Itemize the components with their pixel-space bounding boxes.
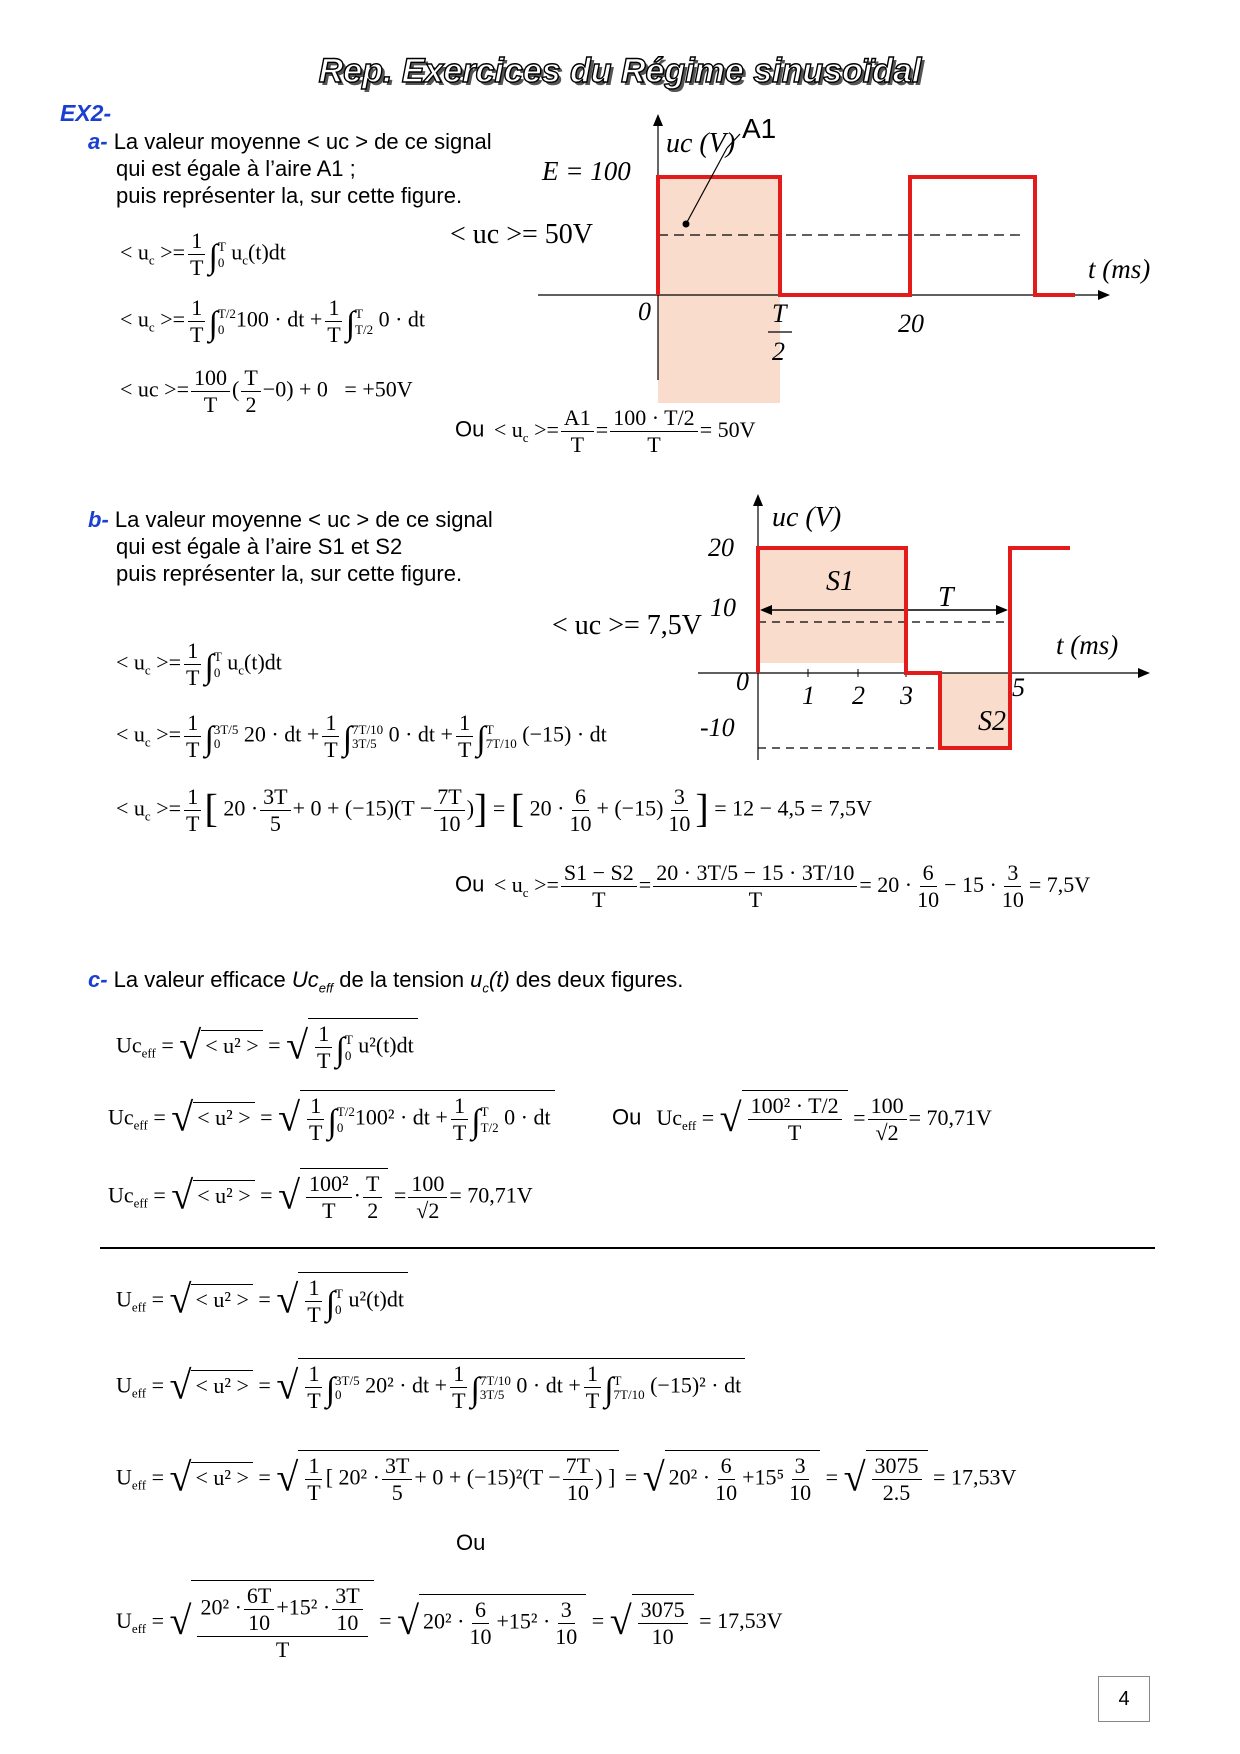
fig2-mean-label: < uc >= 7,5V xyxy=(552,610,703,641)
figure-1 xyxy=(450,110,1180,400)
fig2-y0: 0 xyxy=(736,667,749,696)
part-a-eq3: < uc >= $\frac{100}{T}$ ( $\frac{T}{2}$ −0) + 0 = +50V xyxy=(120,365,413,417)
fig1-mean-label: < uc >= 50V xyxy=(450,219,594,250)
part-b-eq2: < $u_c$ >= $\frac{1}{T}$ ∫ 3T/5 0 20 · dt + $\frac{1}{T}$ ∫ 7T/10 3T/5 0 · dt + $\frac{1}{T}$ ∫ T 7T/10 (−15) · dt xyxy=(116,710,607,762)
part-a-eq1: < $u_c$ >= $\frac{1}{T}$ ∫ T 0 $u_c(t)dt$ xyxy=(120,228,286,280)
x-arrow-icon xyxy=(1138,668,1150,678)
fig2-y20: 20 xyxy=(708,533,734,562)
fig1-tick-0: 0 xyxy=(638,297,651,326)
y-arrow-icon xyxy=(753,494,763,506)
part-a-text: a- La valeur moyenne < uc > de ce signal qui est égale à l’aire A1 ; puis représenter la, sur cette figure. xyxy=(88,129,492,208)
y-arrow-icon xyxy=(653,114,663,126)
part-c-label: c- xyxy=(88,967,108,992)
part-d-ou: Ou xyxy=(456,1530,486,1555)
fig2-s1: S1 xyxy=(826,566,854,597)
fig1-e-label: E = 100 xyxy=(542,156,631,186)
part-c-eq3: $Uc_{eff}$ = √ < u² > = √ $\frac{\text{100²}}{T}$ · $\frac{T}{2}$ = $\frac{100}{√2}$ = 70,71V xyxy=(108,1168,533,1224)
fig1-tick-20: 20 xyxy=(898,309,924,338)
fig2-ylabel: uc (V) xyxy=(772,502,842,533)
fig2-y10: 10 xyxy=(710,593,736,622)
fig2-ym10: -10 xyxy=(700,713,735,742)
divider xyxy=(100,1247,1155,1249)
part-c-text: c- La valeur efficace $Uc_{eff}$ de la tension $u_c(t)$ des deux figures. xyxy=(88,967,684,996)
fig2-x3: 3 xyxy=(900,681,913,710)
area-a1 xyxy=(658,177,780,403)
part-b-ou: $Ou < u_c$ >= $\frac{S1 - S2}{T}$ = $\frac{20 \cdot 3T/5 - 15 \cdot 3T/10}{T}$ = 20 · $\frac{6}{10}$ − 15 · $\frac{3}{10}$ = 7,5V xyxy=(455,860,1091,912)
part-c-ou: Ou $Uc_{eff}$ = √ $\frac{\text{100² · T/2}}{T}$ = $\frac{100}{√2}$ = 70,71V xyxy=(612,1090,992,1146)
fig2-t: T xyxy=(938,582,954,613)
page-number: 4 xyxy=(1098,1676,1150,1722)
exercise-label: EX2- xyxy=(60,100,112,126)
part-d-eq4: $U_{eff}$ = √ 20² · $\frac{6T}{10}$ +15² · $\frac{3T}{10}$ T = √ 20² · $\frac{6}{10}$ +15² · $\frac{3}{10}$ = √ $\frac{3075}{10}$ = 17,53V xyxy=(116,1580,782,1663)
part-b-eq1: < $u_c$ >= $\frac{1}{T}$ ∫ T 0 $u_c(t)dt$ xyxy=(116,638,282,690)
x-arrow-icon xyxy=(1098,290,1110,300)
part-b-text: b- La valeur moyenne < uc > de ce signal qui est égale à l’aire S1 et S2 puis représenter la, sur cette figure. xyxy=(88,507,493,586)
fig1-ylabel: uc (V) xyxy=(666,128,736,159)
part-d-eq3: $U_{eff}$ = √ < u² > = √ $\frac{1}{T}$ [ 20² · $\frac{3T}{5}$ + 0 + (−15)²(T − $\frac{7T}{10}$ ) ] = √ 20² · $\frac{6}{10}$ +15⁵ $\frac{3}{10}$ = √ $\frac{3075}{2.5}$ = 17,53V xyxy=(116,1450,1016,1506)
fig1-tick-2: 2 xyxy=(772,337,785,366)
fig2-xlabel: t (ms) xyxy=(1056,630,1119,660)
part-b-eq3: < $u_c$ >= $\frac{1}{T}$ [ 20 · $\frac{3T}{5}$ + 0 + (−15)(T − $\frac{7T}{10}$ )] = [ 20 · $\frac{6}{10}$ + (−15) $\frac{3}{10}$ ] = 12 − 4,5 = 7,5V xyxy=(116,784,872,836)
part-a-eq2: < $u_c$ >= $\frac{1}{T}$ ∫ T/2 0 100 · dt + $\frac{1}{T}$ ∫ T T/2 0 · dt xyxy=(120,295,426,347)
fig2-x5: 5 xyxy=(1012,673,1025,702)
a1-dot xyxy=(683,221,690,228)
part-c-eq1: $Uc_{eff}$ = √ < u² > = √ $\frac{1}{T}$ ∫ T 0 u²(t)dt xyxy=(116,1018,418,1074)
fig1-xlabel: t (ms) xyxy=(1088,254,1151,284)
part-a-ou: $Ou < u_c$ >= $\frac{A1}{T}$ = $\frac{100 \cdot T/2}{T}$ = 50V xyxy=(455,405,756,457)
part-d-eq2: $U_{eff}$ = √ < u² > = √ $\frac{1}{T}$ ∫ 3T/5 0 20² · dt + $\frac{1}{T}$ ∫ 7T/10 3T/5 0 · dt + $\frac{1}{T}$ ∫ T 7T/10 (−15)² · dt xyxy=(116,1358,745,1414)
part-b-label: b- xyxy=(88,507,109,532)
fig2-x1: 1 xyxy=(802,681,815,710)
page-title: Rep. Exercices du Régime sinusoïdal xyxy=(318,52,922,90)
fig1-tick-t: T xyxy=(772,299,787,328)
part-a-label: a- xyxy=(88,129,108,154)
label-a1: A1 xyxy=(742,113,777,144)
fig2-s2: S2 xyxy=(978,706,1006,737)
part-d-eq1: $U_{eff}$ = √ < u² > = √ $\frac{1}{T}$ ∫ T 0 u²(t)dt xyxy=(116,1272,408,1328)
fig2-x2: 2 xyxy=(852,681,865,710)
part-c-eq2: $Uc_{eff}$ = √ < u² > = √ $\frac{1}{T}$ ∫ T/2 0 100² · dt + $\frac{1}{T}$ ∫ T T/2 0 · dt xyxy=(108,1090,555,1146)
